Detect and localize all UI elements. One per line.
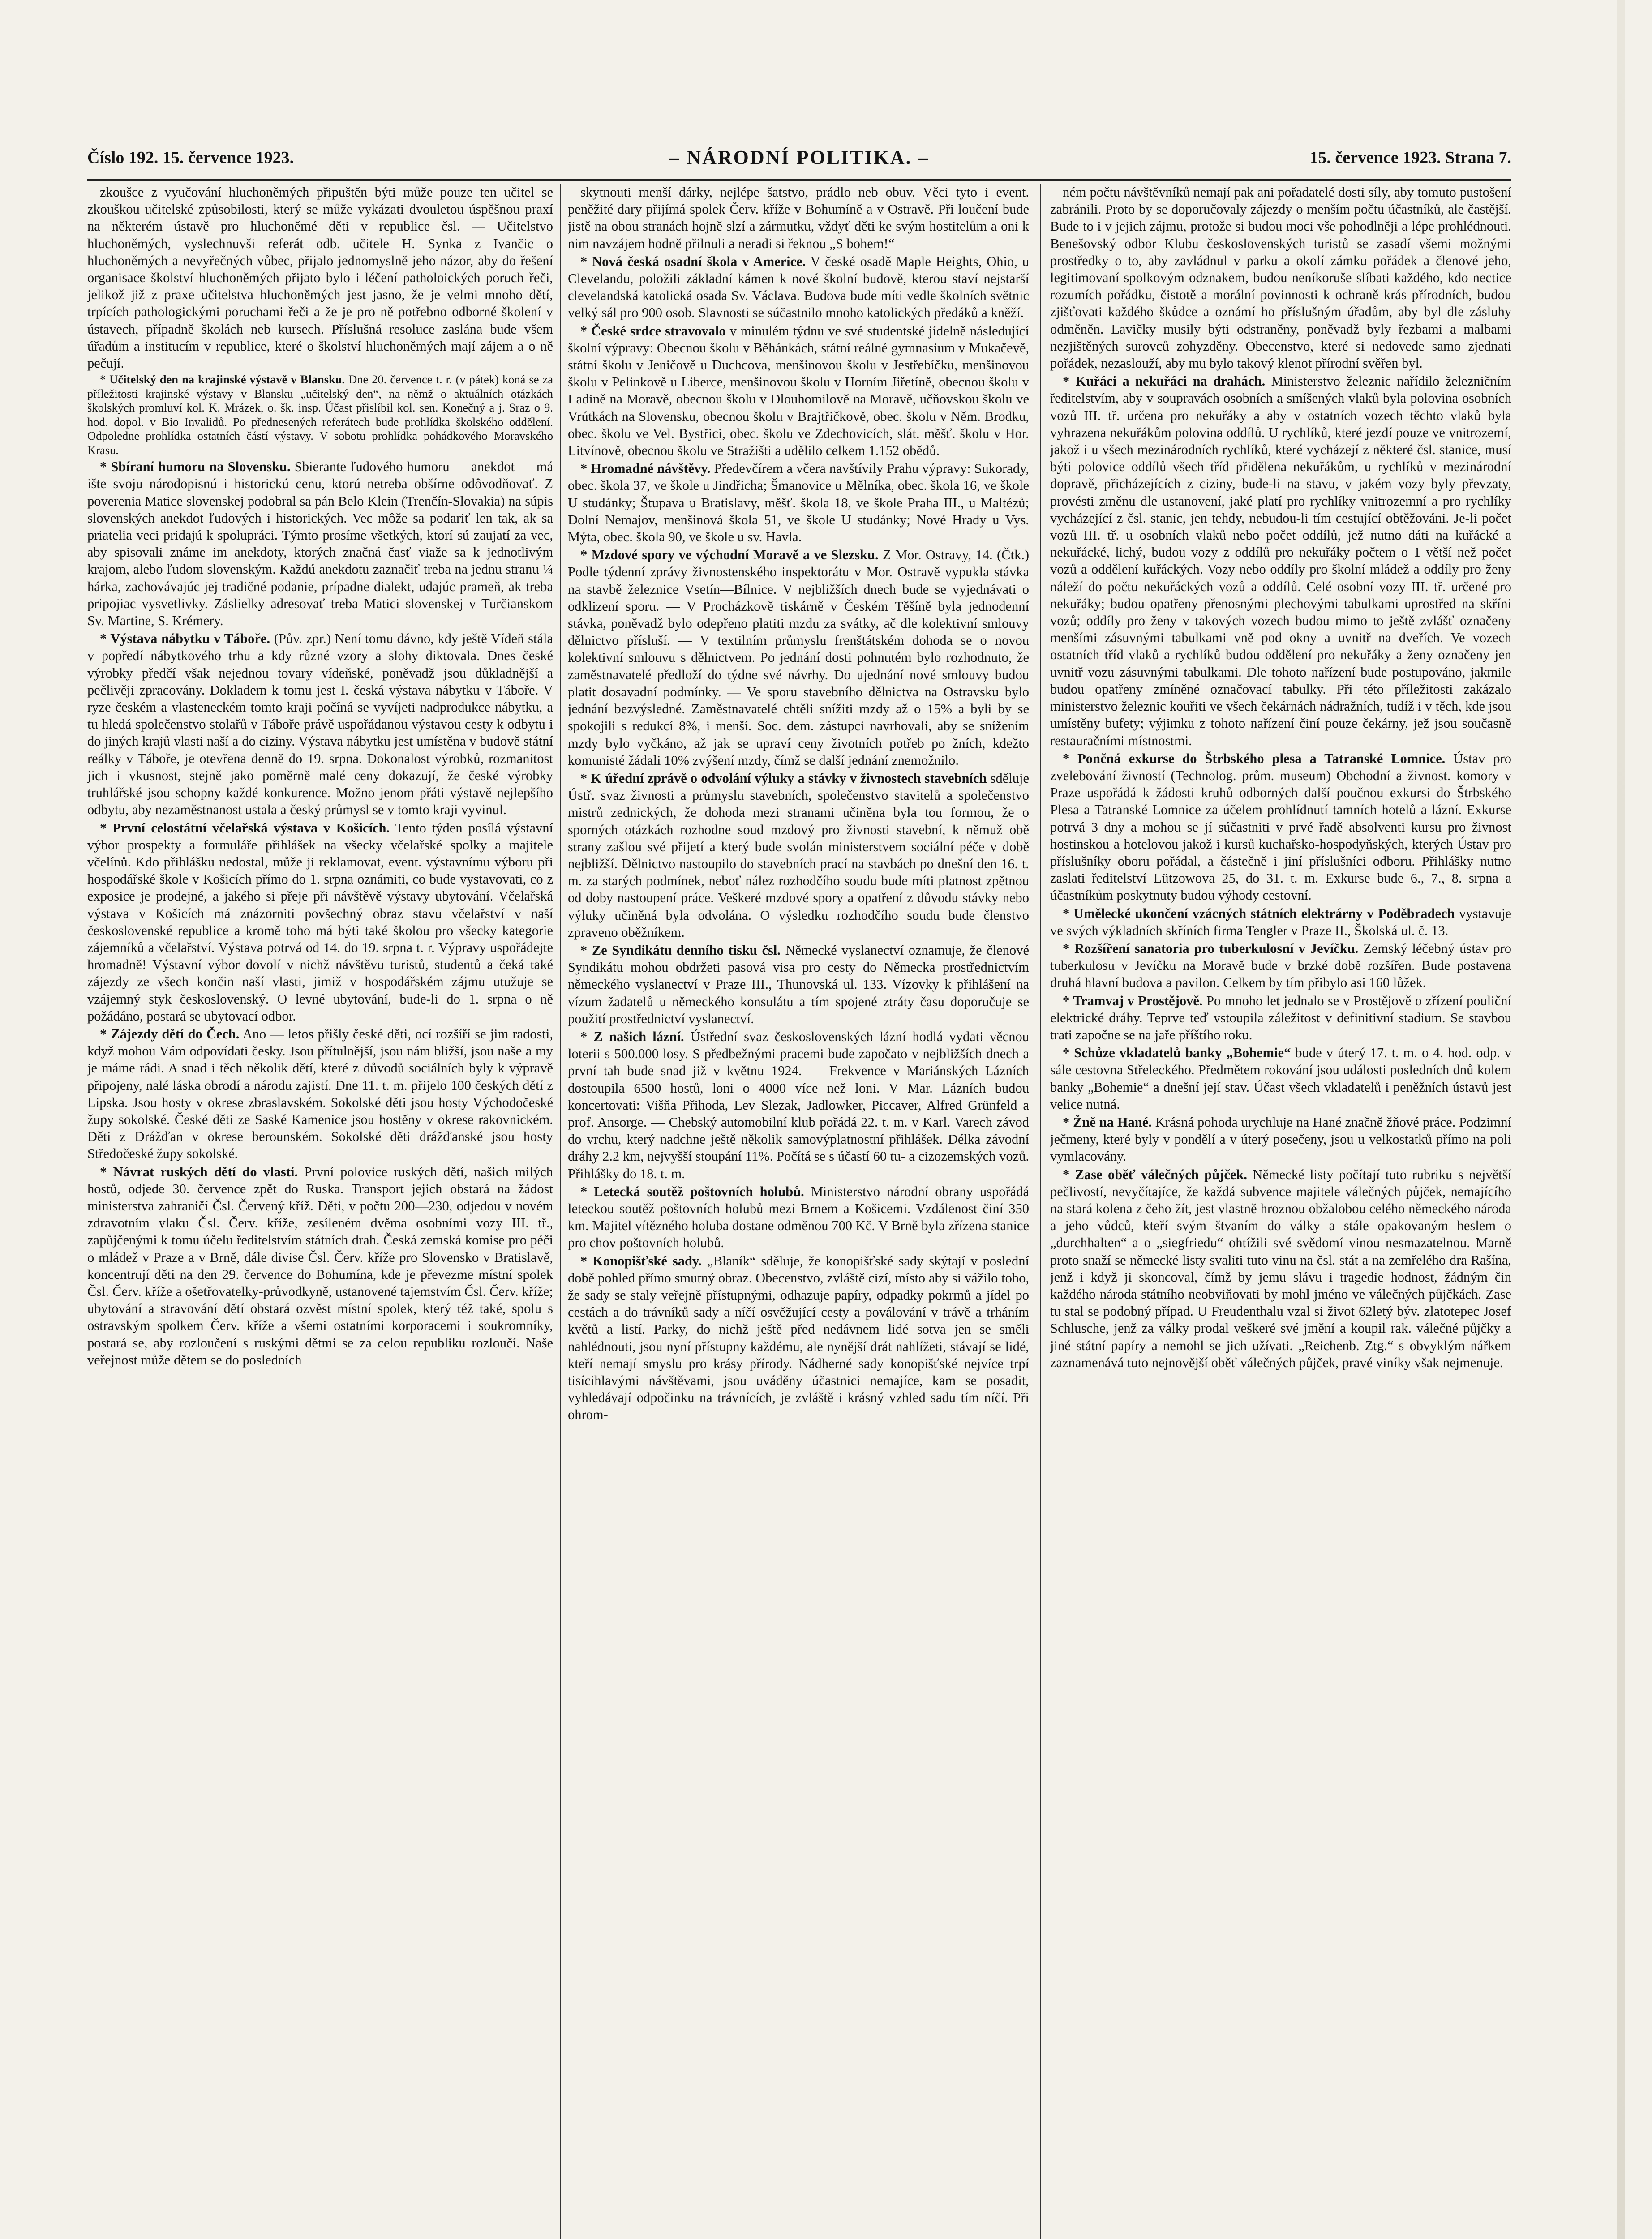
article: [568, 546, 1029, 769]
column-3: [1050, 184, 1511, 2239]
article-body: sděluje Ústř. svaz živnosti a průmyslu stavebních, společenstvo stavitelů a společenstvo mistrů zednických, že dohoda mezi stranami učiněna byla tou formou, že o sporných otázkách rozhodne soud mzdový pro živnosti stavební, k němuž obě strany zašlou své přijetí a který bude svolán ministerstvem sociální péče v době nejbližší. Dělnictvo nastoupilo do stavebních prací na stavbách po dnešní den 16. t. m. za starých podmínek, neboť nález rozhodčího soudu bude míti platnost zpětnou od doby nastoupení práce. Veškeré mzdové spory a opatření z důvodu stávky nebo výluky učiněná byla odvolána. O výsledku rozhodčího soudu bude členstvo zpraveno oběžníkem.: [568, 770, 1029, 940]
header-masthead: – NÁRODNÍ POLITIKA. –: [669, 146, 930, 168]
article: [568, 1252, 1029, 1424]
article-body: Ministerstvo železnic nařídilo železničním ředitelstvím, aby v soupravách osobních a smíšených vlaků byla polovina osobních vozů III. tř. určena pro nekuřáky a aby v ostatních vozech těchto vlaků byla vyhrazena nekuřákům polovina oddílů. U rychlíků, které jezdí pouze ve vnitrozemí, jakož i u všech mezinárodních rychlíků, které vycházejí z některé čsl. stanice, musí býti polovice oddílů všech tříd přidělena nekuřákům, u rychlíků v mezinárodní dopravě, přicházejících z ciziny, bude-li na stavu, v jakém vozy byly převzaty, provésti změnu dle ustanovení, jaké platí pro rychlíky vnitrozemní a pro rychlíky vycházející z čsl. stanic, jen tehdy, nebudou-li tím cestující obtěžováni. Je-li počet vozů III. tř. u osobních vlaků nebo počet oddílů, jež nutno dáti na kuřácké a nekuřácké, lichý, budou vozy z oddílů pro nekuřáky počtem o 1 větší než počet vozů a oddělení kuřáckých. Vozy nebo oddíly pro školní mládež a oddíly pro ženy náleží do počtu nekuřáckých vozů a oddílů. Celé osobní vozy III. tř. určené pro nekuřáky; budou opatřeny přenosnými plechovými tabulkami uprostřed na skříni vozů; oddíly pro ženy v takových vozech budou mimo to ještě zvlášť označeny menšími zásuvnými tabulkami vně pod okny a uvnitř na dveřích. Ve vozech ostatních tříd vlaků a rychlíků budou oddělení pro nekuřáky a ženy označeny jen uvnitř vozu zásuvnými tabulkami. Dle tohoto nařízení bude postupováno, jakmile budou opatřeny zmíněné označovací tabulky. Při této příležitosti zakázalo ministerstvo železnic kouřiti ve všech čekárnách nádražních, tudíž i v těch, kde jsou umístěny bufety; výjimku z tohoto nařízení činí pouze čekárny, jež jsou současně restauračními místnostmi.: [1050, 373, 1511, 748]
article: [568, 253, 1029, 322]
article: [568, 460, 1029, 545]
article-body: Krásná pohoda urychluje na Hané značně žňové práce. Podzimní ječmeny, které byly v pondělí a v úterý posečeny, jsou u velkostatků přímo na poli vymlacovány.: [1050, 1114, 1511, 1164]
article-headline: * K úřední zprávě o odvolání výluky a stávky v živnostech stavebních: [580, 770, 987, 786]
article-headline: * Zase oběť válečných půjček.: [1063, 1167, 1248, 1182]
article-body: Německé vyslanectví oznamuje, že členové Syndikátu mohou obdržeti pasová visa pro cesty do Německa prostřednictvím německého vyslanectví v Praze III., Thunovská ul. 133. Vízovky k přihlášení na vízum žadatelů u německého konsulátu a tím spojené ztráty času doporučuje se použití prostřednictví vyslanectví.: [568, 942, 1029, 1026]
article-headline: * Pončná exkurse do Štrbského plesa a Tatranské Lomnice.: [1063, 751, 1446, 766]
article-headline: * Ze Syndikátu denního tisku čsl.: [580, 942, 781, 958]
article-headline: * Tramvaj v Prostějově.: [1063, 993, 1203, 1008]
article-body: „Blaník“ sděluje, že konopišťské sady skýtají v poslední době pohled přímo smutný obraz. Obecenstvo, zvláště cizí, místo aby si vážilo toho, že sady se staly veřejně přístupnými, odhazuje papíry, odpadky pokrmů a jídel po cestách a do trávníků sady a níčí osvěžující cesty a poválování v trávě a trháním květů a listí. Parky, do nichž ještě před nedávnem lidé sotva jen se směli nahlédnouti, jsou nyní přístupny každému, ale nynější drát nahlížeti, stávají se lidé, kteří nemají smyslu pro krásy přírody. Nádherné sady konopišťské nejvíce trpí tisícihlavými návštěvami, jsou uváděny účastnici nemajíce, kam se posadit, vyhledávají odpočinku na trávnících, je zvláště i krásný vzhled sadu tím níčí. Při ohrom-: [568, 1253, 1029, 1423]
article-body: zkoušce z vyučování hluchoněmých připuštěn býti může pouze ten učitel se zkouškou učitelské způsobilosti, který se může vykázati dvouletou úspěšnou praxí na některém ústavě pro hluchoněmé děti v republice čsl. — Učitelstvo hluchoněmých, vyslechnuvši referát odb. učitele H. Synka z Ivančic o hluchoněmých a nevyřečných vůbec, přijalo jednomyslně jeho názor, aby do řešení organisace školství hluchoněmých přijato bylo i léčení patholoických poruch řeči, jelikož již z praxe učitelstva hluchoněmých jest jasno, že je velmi mnoho dětí, trpících pathologickými poruchami řeči a že je pro ně potřebno odborné školení v ústavech, případně školách neb kursech. Příslušná resoluce zaslána bude všem úřadům a institucím v republice, které o školství hluchoněmých mají zájem a o ně pečují.: [87, 184, 553, 371]
article: [1050, 1044, 1511, 1113]
article: [87, 184, 553, 372]
article: [1050, 905, 1511, 939]
column-divider: [1040, 184, 1041, 2239]
article-headline: * Sbíraní humoru na Slovensku.: [100, 459, 291, 475]
article-headline: * Z našich lázní.: [580, 1029, 684, 1044]
article: [1050, 750, 1511, 904]
article: [1050, 1114, 1511, 1165]
article: [568, 322, 1029, 459]
article-headline: * Zájezdy dětí do Čech.: [100, 1026, 240, 1042]
article-body: Ústav pro zvelebování živností (Technolog. prům. museum) Obchodní a živnost. komory v Praze uspořádá k žádosti kruhů odborných další poučnou exkursi do Štrbského Plesa a Tatranské Lomnice za účelem prohlídnutí tamních hotelů a lázní. Exkurse potrvá 3 dny a mohou se jí súčastniti v prvé řadě absolventi kursu pro živnost hostinskou a hotelovou jakož i kursů kuchařsko-hospodyňských, kterých Ústav pro příslušníky oboru pořádal, a částečně i jiní příslušníci odboru. Přihlášky nutno zaslati ředitelství Lützowova 25, do 31. t. m. Exkurse bude 6., 7., 8. srpna a účastníkům poskytnuty budou výhody cestovní.: [1050, 751, 1511, 903]
article-body: Ministerstvo národní obrany uspořádá leteckou soutěž poštovních holubů mezi Brnem a Košicemi. Vzdálenost činí 350 km. Majitel vítězného holuba dostane odměnou 700 Kč. V Brně byla zřízena stanice pro chov poštovních holubů.: [568, 1184, 1029, 1251]
article-headline: * Učitelský den na krajinské výstavě v Blansku.: [100, 373, 345, 386]
article-body: V české osadě Maple Heights, Ohio, u Clevelandu, položili základní kámen k nové školní budově, kterou staví nejstarší clevelandská katolická osada Sv. Václava. Budova bude míti vedle školních světnic velký sál pro 900 osob. Slavnosti se súčastnilo mnoho katolických předáků a kněží.: [568, 253, 1029, 321]
article-body: Německé listy počítají tuto rubriku s největší pečlivostí, nevyčítajíce, že každá subvence majitele válečných půjček, nemajícího na stará kolena z čeho žít, jest vlastně hroznou obžalobou celého německého národa a jeho vůdců, kteří svým štvaním do války a stále opakovaným heslem o „durchhalten“ a o „siegfriedu“ ohtížili své svědomí vinou nesmazatelnou. Marně proto snaží se německé listy svaliti tuto vinu na čsl. stát a na zemřelého dra Rašína, jenž i když ji skoncoval, čímž by jemu slávu i tragedie hodnost, žádným čin každého národa státního neobviňovati by mohl jméno ve válečných půjčkách. Zase tu stal se podobný případ. U Freudenthalu vzal si život 62letý býv. zlatotepec Josef Schlusche, jenž za války prodal veškeré své jmění a koupil rak. válečné půjčky a jiné státní papíry a nemohl se jich užívati. „Reichenb. Ztg.“ s obvyklým nářkem zaznamenává tuto nejnovější oběť válečných půjček, pravé viníky však nejmenuje.: [1050, 1167, 1511, 1370]
article-body: První polovice ruských dětí, našich milých hostů, odjede 30. července zpět do Ruska. Transport jejich obstará na žádost ministerstva zahraničí Čsl. Červený kříž. Děti, v počtu 200—230, odjedou v novém zdravotním vlaku Čsl. Červ. kříže, zesíleném dvěma osobními vozy III. tř., zapůjčenými k tomu účelu ředitelstvím státních drah. Česká zemská komise pro péči o mládež v Praze a v Brně, dále divise Čsl. Červ. kříže pro Slovensko v Bratislavě, koncentrují děti na den 29. července do Bohumína, kde je převezme místní spolek Čsl. Červ. kříže a ošetřovatelky-průvodkyně, ustanovené tajemstvím Čsl. Červ. kříže; ubytování a stravování dětí obstará ozvěst místní spolek, který též také, spolu s ostravským spolkem Červ. kříže a všemi ostatními korporacemi i soukromníky, postará se, aby rozloučení s ruskými dětmi se za celou republiku rozloučí. Naše veřejnost může dětem se do posledních: [87, 1164, 553, 1368]
article-body: Po mnoho let jednalo se v Prostějově o zřízení pouliční elektrické dráhy. Teprve teď vstoupila záležitost v definitivní stadium. Se stavbou trati započne se na jaře příštího roku.: [1050, 993, 1511, 1042]
article-body: vystavuje ve svých výkladních skříních firma Tengler v Praze II., Školská ul. č. 13.: [1050, 905, 1511, 938]
article: [1050, 1166, 1511, 1371]
article-body: skytnouti menší dárky, nejlépe šatstvo, prádlo neb obuv. Věci tyto i event. peněžité dary přijímá spolek Červ. kříže v Bohumíně a v Ostravě. Při loučení bude jistě na obou stranách hojně slzí a zármutku, vždyť děti ke svým hostitelům a oni k nim navzájem hodně přilnuli a neradi si řeknou „S bohem!“: [568, 184, 1029, 251]
article: [87, 1025, 553, 1162]
article: [1050, 184, 1511, 372]
article: [87, 1163, 553, 1368]
article-body: Ústřední svaz československých lázní hodlá vydati věcnou loterii s 500.000 losy. S předbežnými pracemi bude započato v nejbližších dnech a první tah bude snad již v květnu 1924. — Frekvence v Mariánských Lázních dostoupila 6500 hostů, loni o 4000 více než loni. V Mar. Lázních budou koncertovati: Višňa Přihoda, Lev Slezak, Jadlowker, Piccaver, Alfred Grünfeld a prof. Ansorge. — Chebský automobilní klub pořádá 22. t. m. v Karl. Varech závod do vrchu, který nadchne ještě několik samovýplatnostní přihlášek. Délka závodní dráhy 2.2 km, nejvyšší stoupání 11%. Počítá se s účastí 60 tu- a cizozemských vozů. Přihlášky do 18. t. m.: [568, 1029, 1029, 1181]
article-body: ném počtu návštěvníků nemají pak ani pořadatelé dosti síly, aby tomuto pustošení zabránili. Proto by se doporučovaly zájezdy o menším počtu účastníků, ale častější. Bude to i v jejich zájmu, protože si budou moci vše pohodlněji a lépe prohlédnouti. Benešovský odbor Klubu československých turistů se zasadí všemi možnými prostředky o to, aby zavládnul v parku a okolí zámku pořádek a členové jeho, legitimovaní spolkovým odznakem, budou neníkoruše slíbati každého, kdo nectice rozumích pořádku, čistotě a morální povinnosti k ochraně krás přírodních, budou zjišťovati každého škůdce a oznámí ho příslušným úřadům, aby byl dle zásluhy odměněn. Lavičky musily býti odstraněny, poněvadž byly řezbami a malbami nezjištěných surovců zohyzděny. Obecenstvo, které si nedovede samo zjednati pořádek, nezaslouží, aby mu bylo takový klenot přírodní svěřen byl.: [1050, 184, 1511, 371]
article-headline: * Mzdové spory ve východní Moravě a ve Slezsku.: [580, 547, 879, 563]
article: [1050, 373, 1511, 749]
article-headline: * Umělecké ukončení vzácných státních elektrárny v Poděbradech: [1063, 905, 1455, 921]
article: [568, 770, 1029, 941]
article-headline: * Návrat ruských dětí do vlasti.: [100, 1164, 298, 1180]
article-headline: * Rozšíření sanatoria pro tuberkulosní v Jevíčku.: [1063, 940, 1359, 956]
article-body: Předevčírem a včera navštívily Prahu výpravy: Sukorady, obec. škola 37, ve škole u Jindřicha; Šmanovice u Mělníka, obec. škola 16, ve škole U studánky; Štupava u Bratislavy, měšť. škola 18, ve škole Praha III., u Maltézů; Dolní Nemajov, menšinová škola 51, ve škole U studánky; Nové Hrady u Vys. Mýta, obec. škola 90, ve škole u sv. Havla.: [568, 461, 1029, 545]
article-body: Z Mor. Ostravy, 14. (Čtk.) Podle týdenní zprávy živnostenského inspektorátu v Mor. Ostravě vypukla stávka na stavbě železnice Vsetín—Bílnice. V nejbližších dnech bude se vyjednávati o odklizení sporu. — V Procházkově tiskárně v Českém Těšíně byla jednodenní stávka, poněvadž bylo odepřeno platiti mzdu za svátky, ač dle kolektivní smlouvy dělnictvo přísluší. — V textilním průmyslu frenštátském dohoda se o novou kolektivní smlouvu s dělnictvem. Po jednání dosti pohnutém bylo rozhodnuto, že zaměstnavatelé předloží do týdne své návrhy. Do ujednání nové smlouvy budou platit dosavadní podmínky. — Ve sporu stavebního dělnictva na Ostravsku bylo jednání bezvýsledné. Zaměstnavatelé chtěli snížiti mzdy až o 15% a byli by se spokojili s redukcí 8%, i menší. Soc. dem. zástupci navrhovali, aby se snížením mzdy bylo vyčkáno, až jak se upraví ceny životních potřeb po žních, kdežto komunisté žádali 10% zvýšení mzdy, čímž se další jednání znemožnilo.: [568, 547, 1029, 768]
article-headline: * Letecká soutěž poštovních holubů.: [580, 1184, 804, 1199]
article: [568, 942, 1029, 1027]
column-1: [87, 184, 553, 2239]
article-headline: * Žně na Hané.: [1063, 1114, 1152, 1130]
article-headline: * První celostátní včelařská výstava v Košicích.: [100, 820, 390, 836]
article-body: v minulém týdnu ve své studentské jídelně následující školní výpravy: Obecnou školu v Běhánkách, státní reálné gymnasium v Mukačevě, státní školu v Jeničově u Duchcova, menšinovou školu v Jestřebíčku, menšinovou školu v Pelinkově u Liberce, menšinovou školu v Horním Jiřetíně, obecnou školu v Ladině na Moravě, obecnou školu v Dlouhomilově na Moravě, učňovskou školu ve Vrútkách na Slovensku, obecnou školu v Brajtřičkově, obec. školu v Něm. Brodku, obec. školu ve Vel. Bystřici, obec. školu ve Zdechovicích, slát. měšť. školu v Hor. Litvínově, obecnou školu ve Stražišti a udělilo celkem 1.152 obědů.: [568, 323, 1029, 459]
article-body: Zemský léčebný ústav pro tuberkulosu v Jevíčku na Moravě bude v brzké době rozšířen. Bude postavena druhá hlavní budova a pavilon. Celkem by tím přibylo asi 160 lůžek.: [1050, 940, 1511, 991]
article: [568, 1028, 1029, 1182]
article: [568, 1183, 1029, 1252]
article-body: Dne 20. července t. r. (v pátek) koná se za příležitosti krajinské výstavy v Blansku „učitelský den“, na němž o aktuálních otázkách školských promluví kol. K. Mrázek, o. šk. insp. Účast přislíbil kol. sen. Konečný a j. Sraz o 9. hod. dopol. v Bio Invalidů. Po přednesených referátech bude prohlídka školského oddělení. Odpoledne prohlídka ostatních částí výstavy. V sobotu prohlídka pohádkového Moravského Krasu.: [87, 373, 553, 457]
article-headline: * Schůze vkladatelů banky „Bohemie“: [1063, 1045, 1291, 1061]
article: [87, 458, 553, 629]
header-date-page: 15. července 1923. Strana 7.: [1309, 148, 1511, 167]
article-headline: * Výstava nábytku v Táboře.: [100, 631, 270, 647]
page-header: [87, 148, 1511, 179]
article: [87, 630, 553, 818]
article-body: Sbierante ľudového humoru — anekdot — má ište svoju národopisnú i historickú cenu, ktorú netreba obšírne odôvodňovať. Z poverenia Matice slovenskej podobral sa pán Belo Klein (Trenčín-Slovakia) na súpis slovenských anekdot ľudových i historických. Vec môže sa podariť len tak, ak sa priatelia veci pridajú k spolupráci. Týmto prosíme všetkých, ktorí sú zaujatí za vec, aby spisovali známe im anekdoty, ktorých značná časť viaže sa k jednotlivým krajom, alebo ľudom slovenským. Každú anekdotu zaznačiť treba na jednu stranu ¼ hárka, zachovávajúc jej tradičné podanie, prípadne dialekt, udajúc prameň, ak treba pripojiac vysvetlivky. Záslielky adresovať treba Matici slovenskej v Turčianskom Sv. Martine, S. Krémery.: [87, 459, 553, 629]
column-divider: [560, 184, 561, 2239]
article-body: Tento týden posílá výstavní výbor prospekty a formuláře přihlášek na všecky včelařské spolky a majitele včelínů. Kdo přihlášku nedostal, může ji reklamovat, event. výstavnímu výboru při hospodářské škole v Košicích přímo do 1. srpna oznámiti, co bude vystavovati, co z exposice je prodejné, a jakého si přeje při návštěvě výstavy ubytování. Včelařská výstava v Košicích má znázorniti povšechný obraz stavu včelařství v naší československé republice a kromě toho má býti také školou pro všecky kategorie zájemníků a včelařství. Výstava potrvá od 14. do 19. srpna t. r. Výpravy uspořádejte hromadně! Výstavní výbor dovolí v nichž návštěvu turistů, studentů a čeká také zájezdy ze všech končin naší vlasti, jimiž v hospodářském zájmu utužuje se vzájemný styk československý. O levné ubytování, bude-li do 1. srpna o ně požádáno, postará se ubytovací odbor.: [87, 820, 553, 1024]
article-body: (Pův. zpr.) Není tomu dávno, kdy ještě Vídeň stála v popředí nábytkového trhu a kdy různé vzory a slohy diktovala. Dnes české výrobky předčí však nejednou tovary vídeňské, poněvadž jsou důkladnější a pečlivěji zpracovány. Dokladem k tomu jest I. česká výstava nábytku v Táboře. V ryze českém a vlasteneckém tomto kraji počíná se vyvíjeti nadprodukce nábytku, a tu hledá společenstvo stolařů v Táboře právě uspořádanou výstavou cesty k odbytu i do jiných krajů vlasti naší a do ciziny. Výstava nábytku jest umístěna v budově státní reálky v Táboře, je otevřena denně do 19. srpna. Dokonalost výrobků, rozmanitost jich i vkusnost, stejně jako poměrně malé ceny dokazují, že české výrobky truhlářské jsou schopny každé konkurence. Možno jenom přáti výstavě nejlepšího odbytu, aby nezaměstnanost ustala a český průmysl se v tomto kraji vyvinul.: [87, 631, 553, 818]
article-headline: * Hromadné návštěvy.: [580, 461, 711, 476]
article-body: Ano — letos přišly české děti, ocí rozšíří se jim radosti, když mohou Vám odpovídati česky. Jsou přítulnější, jsou nám bližší, jsou naše a my je máme rádi. A snad i těch několik dětí, které z důvodů sociálních byly k výpravě připojeny, nalé láska obrodí a národu zajistí. Dne 11. t. m. přijelo 100 českých dětí z Lipska. Jsou hosty v okrese zbraslavském. Sokolské děti jsou hosty Východočeské župy sokolské. České děti ze Saské Kamenice jsou hostěny v okrese rakovnickém. Děti z Drážďan v okrese berounském. Sokolské děti drážďanské jsou hosty Středočeské župy sokolské.: [87, 1026, 553, 1162]
article: [87, 373, 553, 457]
article: [1050, 940, 1511, 991]
article-body: bude v úterý 17. t. m. o 4. hod. odp. v sále cestovna Střeleckého. Předmětem rokování jsou události posledních dnů kolem banky „Bohemie“ a dnešní její stav. Účast všech vkladatelů i peněžních ústavů jest velice nutná.: [1050, 1045, 1511, 1112]
article-headline: * České srdce stravovalo: [580, 323, 726, 339]
header-issue: Číslo 192. 15. července 1923.: [87, 148, 294, 167]
article-headline: * Konopišťské sady.: [580, 1253, 702, 1269]
column-2: [568, 184, 1029, 2239]
article: [1050, 992, 1511, 1044]
header-rule: [87, 179, 1511, 181]
article: [87, 819, 553, 1025]
article: [568, 184, 1029, 252]
article-headline: * Kuřáci a nekuřáci na drahách.: [1063, 373, 1266, 389]
page-edge-shadow: [1617, 0, 1625, 2239]
article-headline: * Nová česká osadní škola v Americe.: [580, 253, 806, 269]
